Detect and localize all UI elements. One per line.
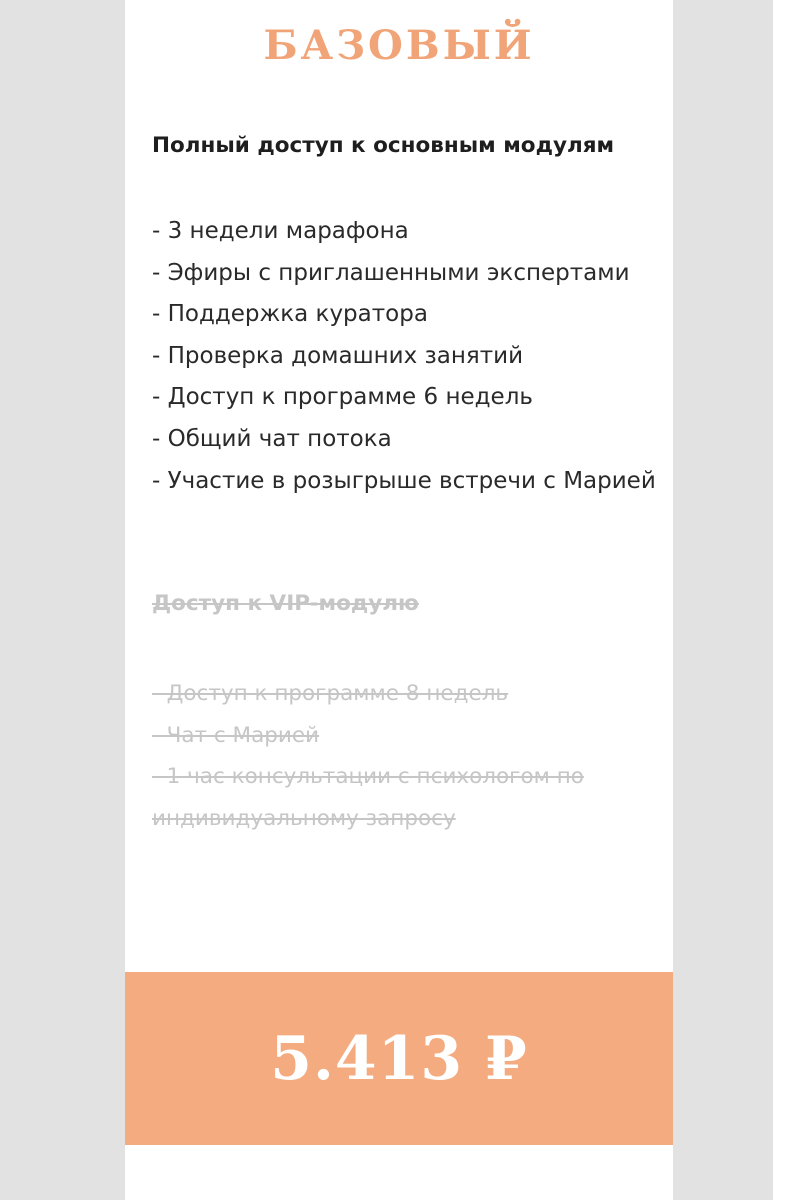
vip-feature-item: - Чат с Марией — [152, 722, 320, 748]
price-label: 5.413 ₽ — [270, 1024, 528, 1094]
right-background-strip — [773, 0, 800, 1200]
feature-item: - Доступ к программе 6 недель — [152, 384, 533, 411]
feature-item: - Поддержка куратора — [152, 301, 428, 328]
vip-feature-item: - 1 час консультации с психологом по индивидуальному запросу — [152, 764, 584, 831]
price-banner[interactable] — [125, 972, 673, 1145]
feature-item: - Общий чат потока — [152, 425, 392, 452]
vip-module-heading: Доступ к VIP-модулю — [152, 591, 419, 616]
basic-modules-heading: Полный доступ к основным модулям — [152, 133, 615, 158]
basic-feature-list — [152, 211, 672, 502]
feature-item: - Участие в розыгрыше встречи с Марией — [152, 467, 656, 494]
vip-feature-list — [152, 673, 652, 839]
feature-item: - Проверка домашних занятий — [152, 342, 524, 369]
pricing-card — [125, 0, 673, 1200]
plan-title: БАЗОВЫЙ — [263, 22, 535, 69]
feature-item: - 3 недели марафона — [152, 218, 409, 244]
feature-item: - Эфиры с приглашенными экспертами — [152, 259, 630, 286]
vip-feature-item: - Доступ к программе 8 недель — [152, 681, 509, 706]
